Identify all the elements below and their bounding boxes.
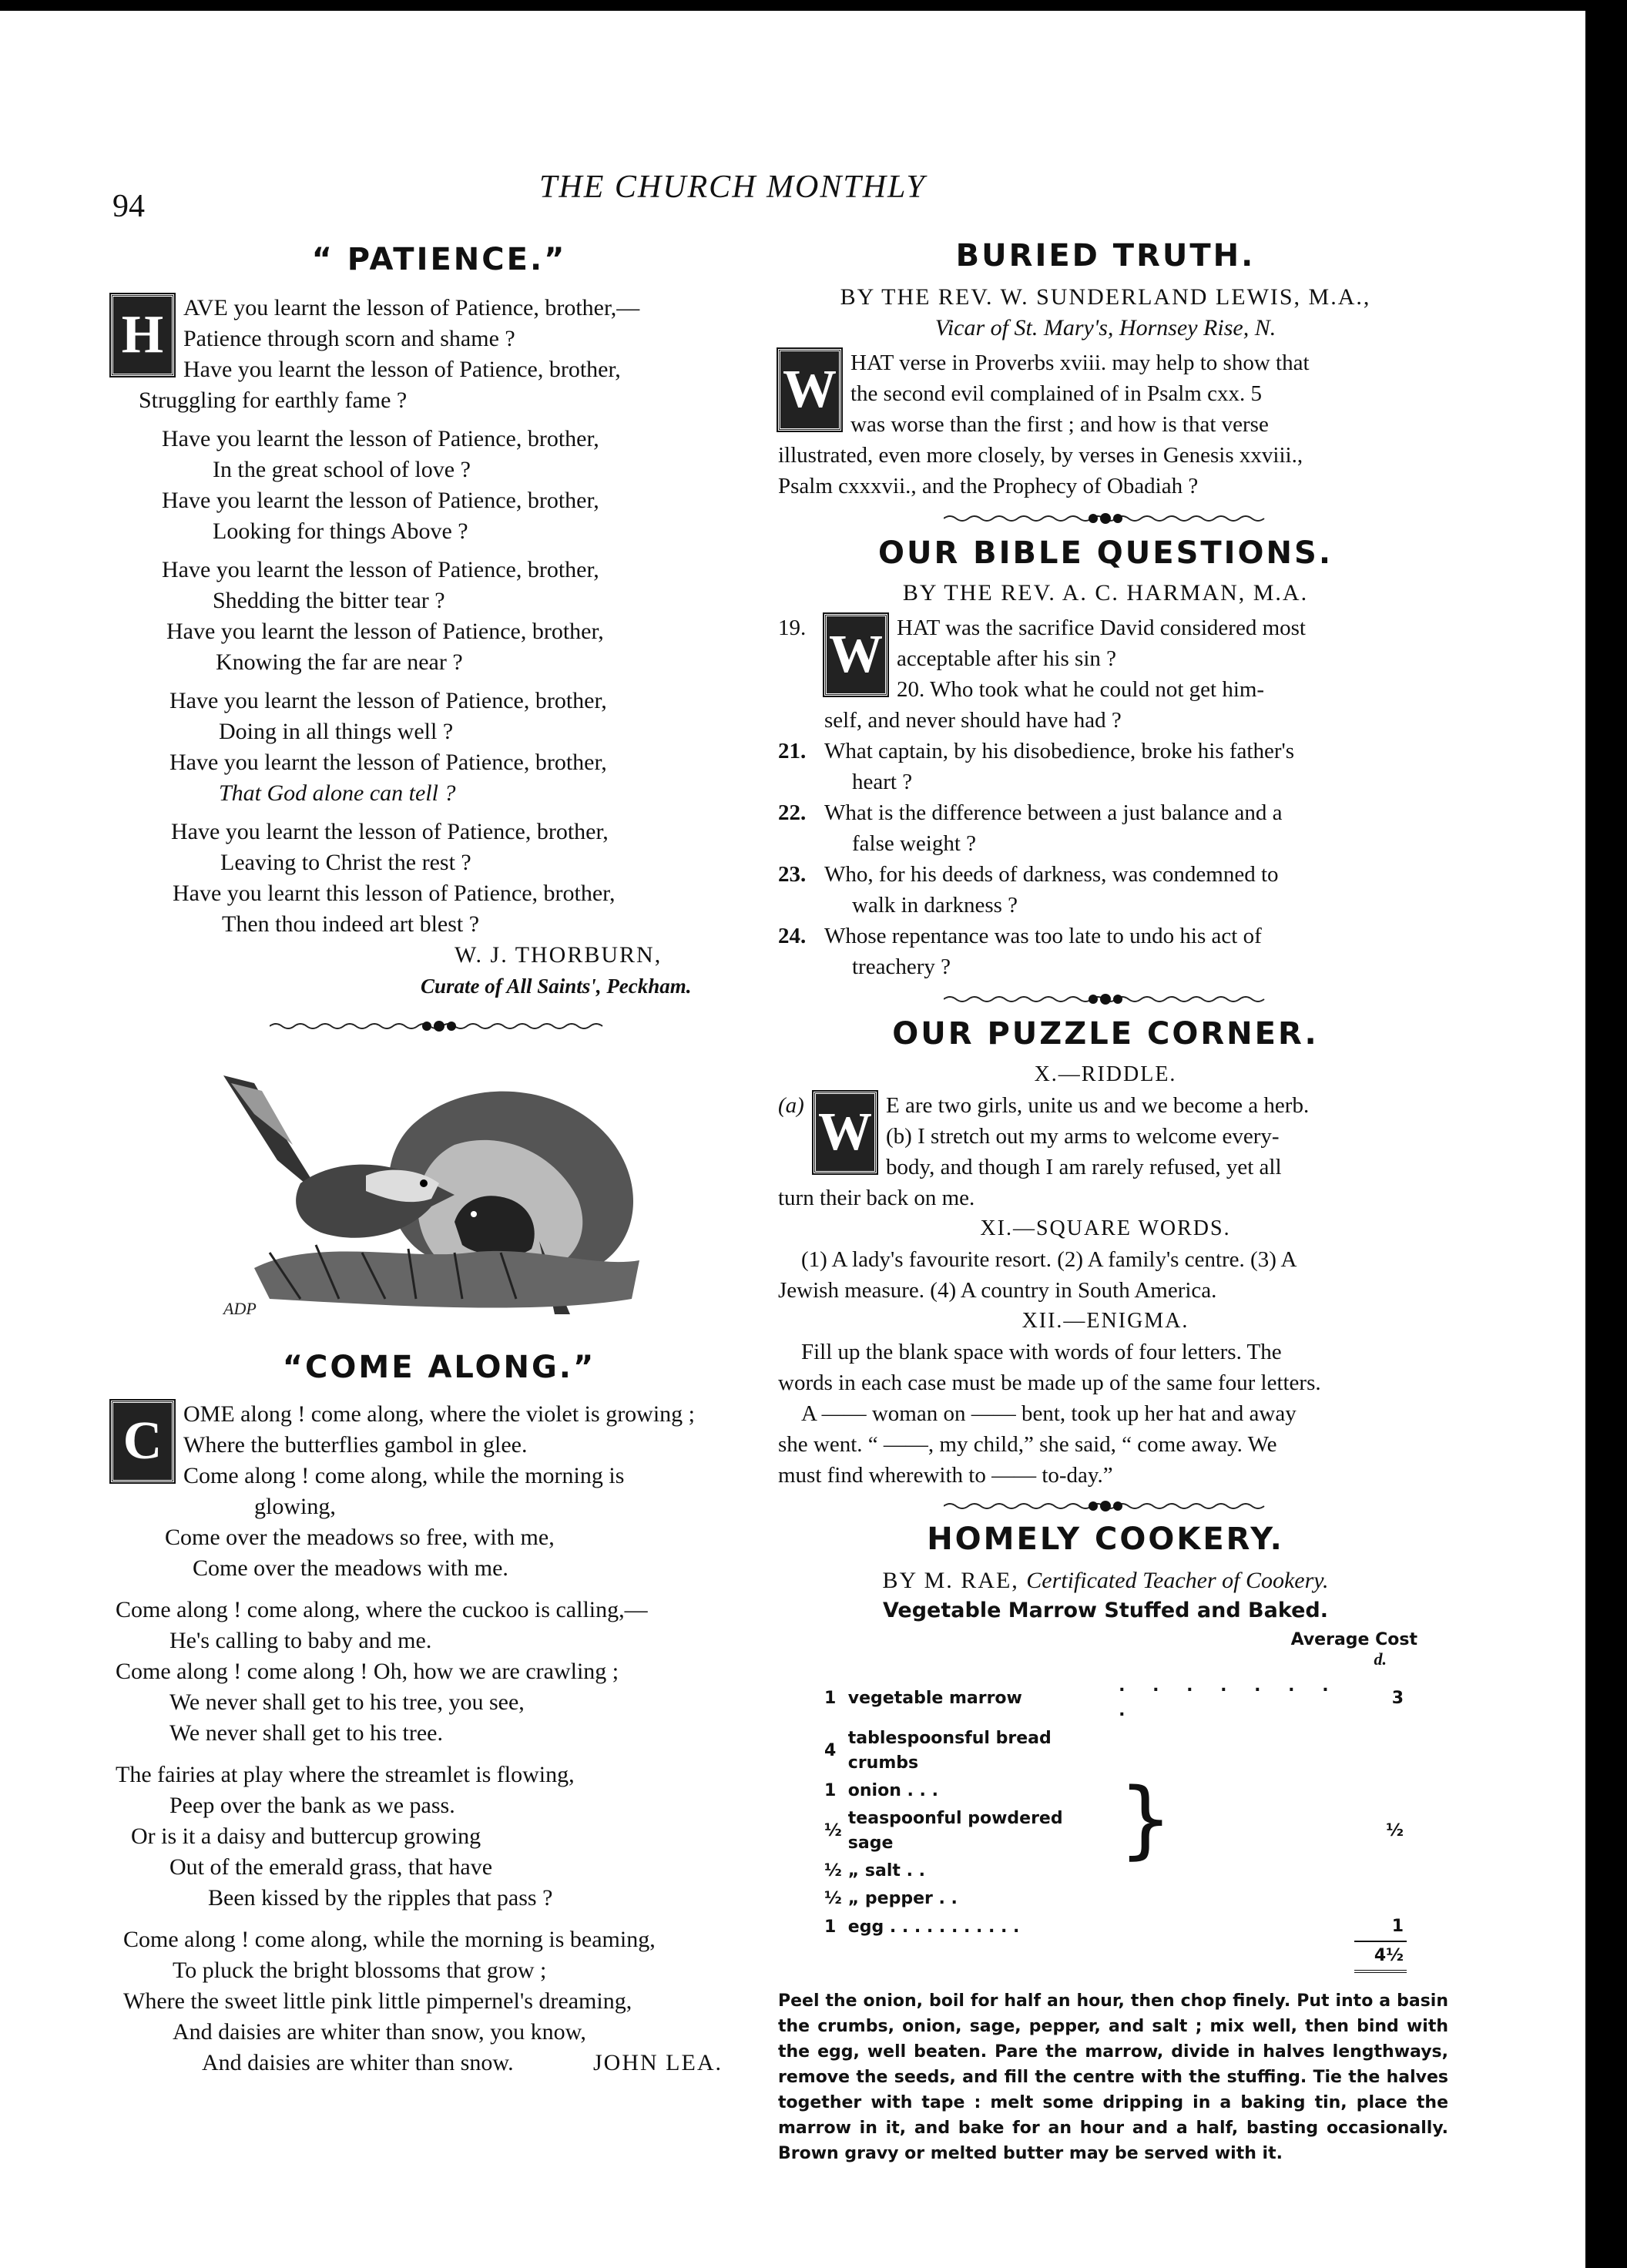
poem-line: AVE you learnt the lesson of Patience, brother,— [183,295,640,320]
riddle-body [778,1090,1433,1213]
ingredient-row: ½ „ pepper . . [824,1889,958,1908]
question-number: 22. [778,800,807,825]
poem-line: Have you learnt the lesson of Patience, brother, [166,619,604,644]
cost-heading: Average Cost [1290,1630,1417,1649]
poem-line: In the great school of love ? [213,457,471,482]
enigma-heading: XII.—ENIGMA. [1021,1309,1189,1333]
poem-line: Come along ! come along ! Oh, how we are crawling ; [116,1659,619,1684]
cookery-byline-title: Certificated Teacher of Cookery. [1026,1568,1329,1593]
ingredient-row: ½ „ salt . . [824,1861,925,1880]
patience-author-title: Curate of All Saints', Peckham. [421,975,692,998]
poem-line: Have you learnt the lesson of Patience, brother, [169,688,607,713]
ornament-divider [778,1495,1433,1517]
poem-line: We never shall get to his tree. [169,1720,443,1746]
poem-line: Have you learnt the lesson of Patience, brother, [162,426,599,451]
buried-truth-byline-sub: Vicar of St. Mary's, Hornsey Rise, N. [934,315,1276,341]
patience-poem [116,293,763,1001]
riddle-heading: X.—RIDDLE. [1034,1062,1177,1086]
text-line: A —— woman on —— bent, took up her hat and away [801,1401,1297,1426]
poem-line: And daisies are whiter than snow. [202,2050,514,2075]
poem-line: Where the sweet little pink little pimpernel's dreaming, [123,1988,632,2014]
text-line: Psalm cxxxvii., and the Prophecy of Obadiah ? [778,474,1199,498]
text-line: Fill up the blank space with words of four letters. The [801,1340,1282,1364]
running-title: THE CHURCH MONTHLY [539,169,926,205]
ornament-icon [944,1498,1267,1514]
question-number: 24. [778,924,807,948]
cookery-byline [778,1568,1433,1594]
text-line: HAT verse in Proverbs xviii. may help to show that [850,351,1310,375]
poem-line: Have you learnt the lesson of Patience, brother, [183,357,621,382]
poem-line: Where the butterflies gambol in glee. [183,1432,528,1458]
recipe-method: Peel the onion, boil for half an hour, then chop finely. Put into a basin the crumbs, onion, sage, pepper, and salt ; mix well, then bind with the egg, well beaten. Pare the marrow, divide in halves lengthways, remove the seeds, and fill the centre with the stuffing. Tie the halves together with tape : melt some dripping in a baking tin, place the marrow in it, and bake for an hour and a half, basting occasionally. Brown gravy or melted butter may be served with it. [778,1991,1448,2163]
question-line: self, and never should have had ? [824,708,1122,733]
ornament-icon [944,511,1267,526]
ingredients-table [821,1672,1407,1973]
cost-unit: d. [1374,1649,1387,1669]
question-line: HAT was the sacrifice David considered most [897,616,1306,640]
question-line: walk in darkness ? [852,893,1018,918]
text-line: Jewish measure. (4) A country in South America. [778,1278,1217,1303]
question-line: acceptable after his sin ? [897,646,1117,671]
text-line: was worse than the first ; and how is that verse [850,412,1269,437]
cookery-title: HOMELY COOKERY. [927,1522,1284,1557]
drop-cap-w: W [778,349,841,431]
text-line: (b) I stretch out my arms to welcome every- [886,1124,1280,1149]
come-along-poem [116,1399,763,2078]
question-line: What captain, by his disobedience, broke his father's [824,739,1295,763]
total-row [821,1941,1407,1971]
text-line: illustrated, even more closely, by verses in Genesis xxviii., [778,443,1303,468]
drop-cap-w: W [814,1092,877,1173]
square-words-heading: XI.—SQUARE WORDS. [980,1216,1231,1240]
recipe-title: Vegetable Marrow Stuffed and Baked. [883,1599,1328,1622]
poem-line: He's calling to baby and me. [169,1628,432,1653]
poem-line: Patience through scorn and shame ? [183,326,515,351]
right-column [778,238,1448,2166]
question-23 [778,859,1433,921]
ornament-divider [778,988,1433,1010]
poem-line: Have you learnt the lesson of Patience, brother, [162,488,599,513]
drop-cap-w: W [824,614,887,696]
cookery-byline-prefix: BY M. RAE, [882,1568,1019,1593]
bible-questions-byline: BY THE REV. A. C. HARMAN, M.A. [902,580,1309,606]
left-column [116,242,763,2078]
ingredient-row: 4 tablespoonsful bread crumbs } [824,1729,1173,1868]
question-line: heart ? [852,770,913,794]
page-number: 94 [112,189,145,224]
poem-line: Peep over the bank as we pass. [169,1793,455,1818]
ingredient-row: 1 vegetable marrow . . . . . . . . 3 [824,1676,1404,1720]
text-line: turn their back on me. [778,1186,975,1210]
poem-line: Leaving to Christ the rest ? [220,850,471,875]
poem-line: To pluck the bright blossoms that grow ; [173,1958,547,1983]
buried-truth-byline: BY THE REV. W. SUNDERLAND LEWIS, M.A., [840,284,1371,310]
poem-line: Shedding the bitter tear ? [213,588,445,613]
buried-truth-title: BURIED TRUTH. [955,238,1256,273]
svg-text:ADP: ADP [223,1299,257,1318]
text-line: E are two girls, unite us and we become a herb. [886,1093,1310,1118]
poem-line: Been kissed by the ripples that pass ? [208,1885,553,1911]
question-line: Whose repentance was too late to undo his act of [824,924,1262,948]
poem-line: Doing in all things well ? [219,719,454,744]
question-number: 21. [778,739,807,763]
text-line: she went. “ ——, my child,” she said, “ come away. We [778,1432,1277,1457]
question-number: 19. [778,616,807,640]
ornament-icon [944,991,1267,1007]
poem-line: Or is it a daisy and buttercup growing [131,1823,481,1849]
poem-line: That God alone can tell ? [219,780,456,806]
poem-line: And daisies are whiter than snow, you know, [173,2019,586,2045]
bible-questions-list [778,612,1433,982]
page-edge [1585,0,1627,2268]
poem-line: Come along ! come along, while the morning is [183,1463,625,1488]
poem-line: glowing, [254,1494,336,1519]
text-line: words in each case must be made up of the same four letters. [778,1371,1321,1395]
bible-questions-title: OUR BIBLE QUESTIONS. [877,535,1333,571]
ingredient-row: ½ teaspoonful powdered sage ½ [824,1809,1404,1853]
question-line: false weight ? [852,831,977,856]
poem-line: Have you learnt this lesson of Patience, brother, [173,881,616,906]
come-along-author: JOHN LEA. [593,2050,723,2075]
text-line: must find wherewith to —— to-day.” [778,1463,1113,1488]
question-22 [778,797,1433,859]
poem-line: OME along ! come along, where the violet is growing ; [183,1401,696,1427]
question-line: What is the difference between a just balance and a [824,800,1283,825]
question-line: Who, for his deeds of darkness, was condemned to [824,862,1279,887]
poem-line: We never shall get to his tree, you see, [169,1689,525,1715]
page [0,11,1585,2268]
poem-line: Looking for things Above ? [213,518,468,544]
poem-line: Have you learnt the lesson of Patience, brother, [171,819,609,844]
birds-nest-image [208,1068,670,1330]
question-line: 20. Who took what he could not get him- [897,677,1265,702]
ornament-divider [116,1015,763,1037]
poem-line: Out of the emerald grass, that have [169,1854,493,1880]
bird-illustration [208,1068,670,1330]
poem-line: Knowing the far are near ? [216,649,463,675]
total-cost: 4½ [1354,1941,1407,1971]
poem-line: Have you learnt the lesson of Patience, brother, [162,557,599,582]
drop-cap-c: C [111,1401,174,1482]
question-number: 23. [778,862,807,887]
poem-line: Come along ! come along, where the cuckoo is calling,— [116,1597,648,1622]
question-line: treachery ? [852,955,951,979]
ornament-divider [778,508,1433,529]
text-line: body, and though I am rarely refused, yet all [886,1155,1282,1179]
poem-line: The fairies at play where the streamlet is flowing, [116,1762,575,1787]
puzzle-title: OUR PUZZLE CORNER. [892,1016,1319,1052]
riddle-label: (a) [778,1093,804,1118]
text-line: the second evil complained of in Psalm cxx. 5 [850,381,1262,406]
ingredient-row: 1 onion . . . [824,1781,938,1800]
ornament-icon [270,1018,609,1034]
poem-line: Come over the meadows so free, with me, [165,1525,555,1550]
drop-cap-h: H [111,294,174,376]
text-line: (1) A lady's favourite resort. (2) A family's centre. (3) A [801,1247,1297,1272]
buried-truth-body [778,347,1433,502]
poem-line: Have you learnt the lesson of Patience, brother, [169,750,607,775]
patience-title: “ PATIENCE.” [311,242,567,277]
question-21 [778,736,1433,797]
poem-line: Come along ! come along, while the morning is beaming, [123,1927,656,1952]
poem-line: Then thou indeed art blest ? [222,911,480,937]
poem-line: Come over the meadows with me. [193,1555,508,1581]
question-24 [778,921,1433,982]
patience-author: W. J. THORBURN, [455,942,663,968]
poem-line: Struggling for earthly fame ? [139,388,408,413]
come-along-title: “COME ALONG.” [282,1350,596,1385]
ingredient-row: 1 egg . . . . . . . . . . . 1 [821,1913,1407,1941]
